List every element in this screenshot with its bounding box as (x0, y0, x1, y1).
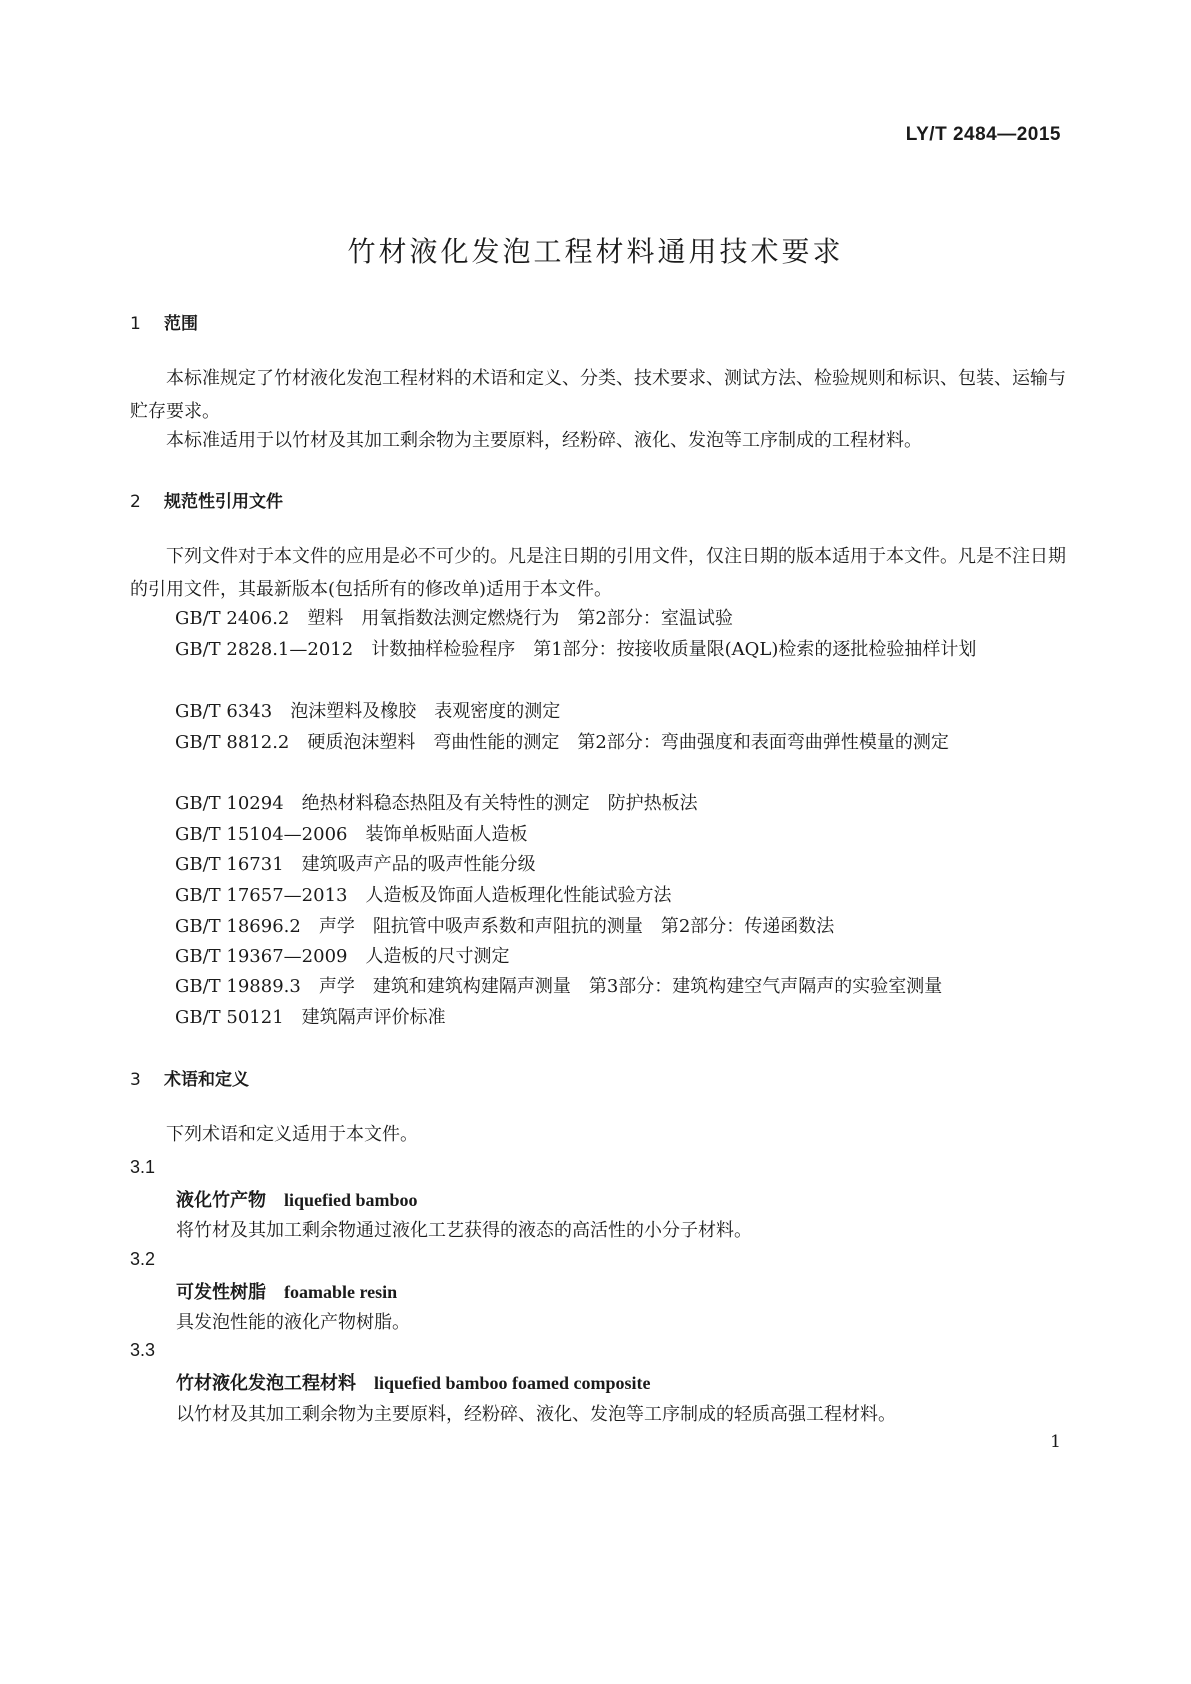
term-zh: 可发性树脂 (176, 1282, 266, 1303)
reference-item: GB/T 19889.3 声学 建筑和建筑构建隔声测量 第3部分：建筑构建空气声隔声的实验室测量 (175, 976, 943, 997)
reference-item: GB/T 16731 建筑吸声产品的吸声性能分级 (175, 854, 536, 875)
reference-item: GB/T 2828.1—2012 计数抽样检验程序 第1部分：按接收质量限(AQL)检索的逐批检验抽样计划 (175, 639, 977, 660)
term-definition: 将竹材及其加工剩余物通过液化工艺获得的液态的高活性的小分子材料。 (176, 1220, 752, 1241)
term-name (176, 1369, 651, 1395)
standard-code: LY/T 2484—2015 (905, 124, 1061, 145)
term-number: 3.2 (130, 1249, 156, 1269)
term-number: 3.1 (130, 1157, 156, 1177)
paragraph: 本标准适用于以竹材及其加工剩余物为主要原料，经粉碎、液化、发泡等工序制成的工程材料。 (166, 430, 922, 451)
section-title: 范围 (164, 314, 198, 334)
term-name (176, 1186, 418, 1212)
section-number: 2 (130, 492, 141, 512)
term-definition: 具发泡性能的液化产物树脂。 (176, 1312, 410, 1333)
paragraph: 本标准规定了竹材液化发泡工程材料的术语和定义、分类、技术要求、测试方法、检验规则和标识、包装、运输与贮存要求。 (130, 368, 1066, 422)
term-name (176, 1278, 397, 1304)
term-definition: 以竹材及其加工剩余物为主要原料，经粉碎、液化、发泡等工序制成的轻质高强工程材料。 (176, 1404, 896, 1425)
reference-item: GB/T 6343 泡沫塑料及橡胶 表观密度的测定 (175, 701, 561, 722)
term-en: liquefied bamboo (284, 1190, 418, 1210)
section-3-heading (130, 1065, 249, 1090)
term-zh: 竹材液化发泡工程材料 (176, 1373, 356, 1394)
section-number: 3 (130, 1070, 141, 1090)
section-title: 规范性引用文件 (164, 492, 283, 512)
section-title: 术语和定义 (164, 1070, 249, 1090)
paragraph: 下列术语和定义适用于本文件。 (166, 1124, 418, 1145)
section-number: 1 (130, 314, 141, 334)
term-number: 3.3 (130, 1340, 156, 1360)
page-title: 竹材液化发泡工程材料通用技术要求 (347, 235, 844, 268)
reference-item: GB/T 18696.2 声学 阻抗管中吸声系数和声阻抗的测量 第2部分：传递函数法 (175, 916, 835, 937)
term-zh: 液化竹产物 (176, 1190, 266, 1211)
reference-item: GB/T 10294 绝热材料稳态热阻及有关特性的测定 防护热板法 (175, 793, 698, 814)
reference-item: GB/T 17657—2013 人造板及饰面人造板理化性能试验方法 (175, 885, 672, 906)
page-number: 1 (1050, 1432, 1061, 1452)
term-en: liquefied bamboo foamed composite (374, 1373, 651, 1393)
reference-item: GB/T 15104—2006 装饰单板贴面人造板 (175, 824, 528, 845)
section-2-heading (130, 487, 283, 512)
paragraph: 下列文件对于本文件的应用是必不可少的。凡是注日期的引用文件，仅注日期的版本适用于本文件。凡是不注日期的引用文件，其最新版本(包括所有的修改单)适用于本文件。 (130, 546, 1066, 600)
reference-item: GB/T 50121 建筑隔声评价标准 (175, 1007, 446, 1028)
section-1-heading (130, 309, 198, 334)
reference-item: GB/T 19367—2009 人造板的尺寸测定 (175, 946, 510, 967)
reference-item: GB/T 2406.2 塑料 用氧指数法测定燃烧行为 第2部分：室温试验 (175, 608, 733, 629)
term-en: foamable resin (284, 1282, 398, 1302)
reference-item: GB/T 8812.2 硬质泡沫塑料 弯曲性能的测定 第2部分：弯曲强度和表面弯曲弹性模量的测定 (175, 732, 949, 753)
